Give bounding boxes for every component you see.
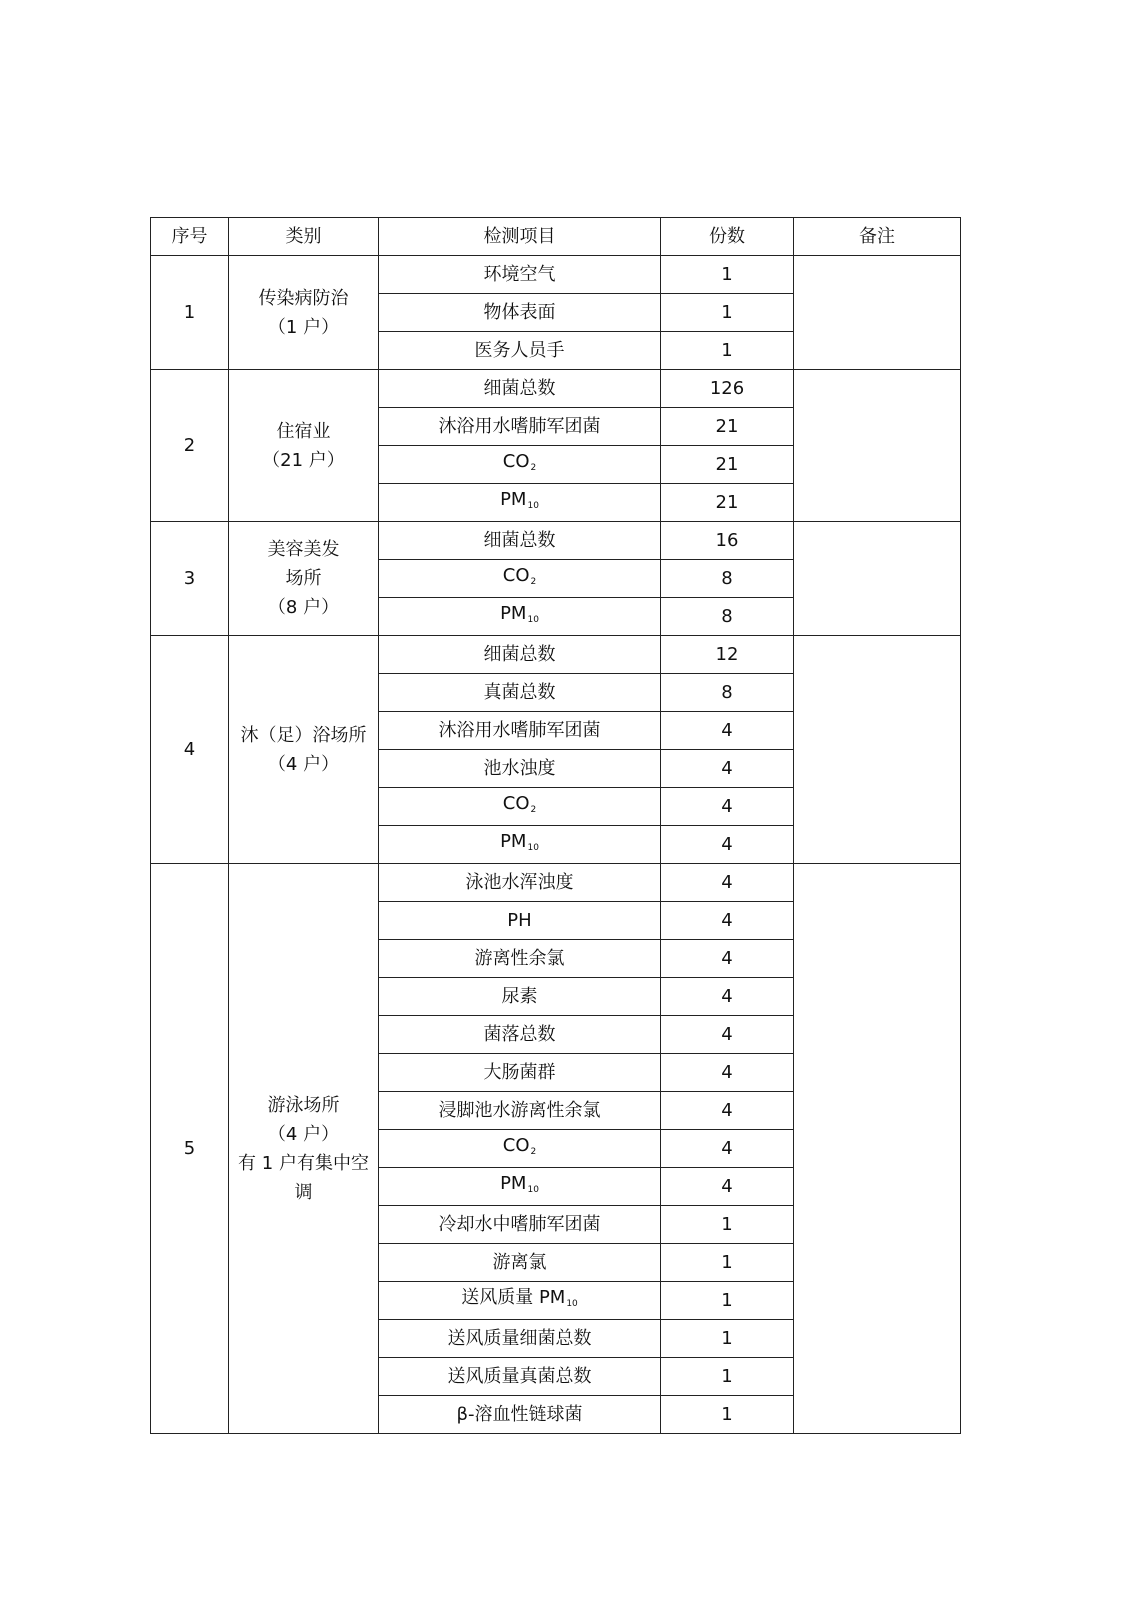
sample-count: 1 bbox=[661, 1396, 794, 1434]
category-line: （21 户） bbox=[262, 449, 345, 471]
test-item bbox=[379, 864, 661, 902]
sample-count: 1 bbox=[661, 1320, 794, 1358]
group-note bbox=[794, 522, 961, 636]
test-item bbox=[379, 1396, 661, 1434]
test-item-subscript: 2 bbox=[530, 462, 537, 473]
test-item-label: 物体表面 bbox=[483, 302, 556, 323]
sample-count: 1 bbox=[661, 1282, 794, 1320]
test-item bbox=[379, 712, 661, 750]
test-item-label: PM bbox=[500, 1172, 527, 1194]
test-item-label: CO bbox=[502, 792, 530, 814]
test-item-label: PM bbox=[500, 488, 527, 510]
table-body bbox=[151, 256, 961, 1434]
test-item bbox=[379, 1054, 661, 1092]
sample-count: 126 bbox=[661, 370, 794, 408]
test-item-label: 菌落总数 bbox=[483, 1024, 556, 1045]
test-item-label: 沐浴用水嗜肺军团菌 bbox=[438, 720, 601, 741]
sample-count: 21 bbox=[661, 446, 794, 484]
test-item bbox=[379, 750, 661, 788]
table-row bbox=[151, 256, 961, 294]
sample-count: 1 bbox=[661, 1206, 794, 1244]
category-line: 场所 bbox=[285, 568, 322, 589]
test-item bbox=[379, 1130, 661, 1168]
category-line: 美容美发 bbox=[267, 539, 340, 560]
group-note bbox=[794, 864, 961, 1434]
header-note: 备注 bbox=[794, 218, 961, 256]
test-item-label: 医务人员手 bbox=[474, 340, 565, 361]
test-item-label: CO bbox=[502, 1134, 530, 1156]
test-item-subscript: 10 bbox=[527, 842, 539, 853]
sample-count: 1 bbox=[661, 332, 794, 370]
sample-count: 1 bbox=[661, 1358, 794, 1396]
group-number: 1 bbox=[151, 256, 229, 370]
group-number: 4 bbox=[151, 636, 229, 864]
group-note bbox=[794, 370, 961, 522]
test-item-label: CO bbox=[502, 564, 530, 586]
table-row bbox=[151, 370, 961, 408]
test-item-label: 环境空气 bbox=[483, 264, 556, 285]
header-row bbox=[151, 218, 961, 256]
table-row bbox=[151, 864, 961, 902]
test-item-label: PH bbox=[507, 910, 532, 931]
category-line: （8 户） bbox=[267, 597, 340, 618]
test-item-label: 细菌总数 bbox=[483, 644, 556, 665]
header-no: 序号 bbox=[151, 218, 229, 256]
test-item-label: 池水浊度 bbox=[483, 758, 556, 779]
sample-count: 8 bbox=[661, 560, 794, 598]
test-item-label: 送风质量真菌总数 bbox=[447, 1366, 592, 1387]
test-item-subscript: 10 bbox=[527, 500, 539, 511]
test-item-subscript: 10 bbox=[527, 1184, 539, 1195]
test-item-subscript: 2 bbox=[530, 804, 537, 815]
sample-count: 4 bbox=[661, 1092, 794, 1130]
test-item-label: 浸脚池水游离性余氯 bbox=[438, 1100, 601, 1121]
test-item-label: 大肠菌群 bbox=[483, 1062, 556, 1083]
test-item bbox=[379, 370, 661, 408]
test-item bbox=[379, 1092, 661, 1130]
header-count: 份数 bbox=[661, 218, 794, 256]
sample-count: 1 bbox=[661, 1244, 794, 1282]
table-row bbox=[151, 522, 961, 560]
sample-count: 4 bbox=[661, 1054, 794, 1092]
test-item bbox=[379, 408, 661, 446]
sample-count: 4 bbox=[661, 788, 794, 826]
sample-count: 4 bbox=[661, 1168, 794, 1206]
test-item bbox=[379, 1168, 661, 1206]
sample-count: 8 bbox=[661, 598, 794, 636]
group-category bbox=[229, 636, 379, 864]
test-item-label: 游离性余氯 bbox=[474, 948, 565, 969]
test-item-label: PM bbox=[500, 830, 527, 852]
test-item-label: 送风质量 PM bbox=[461, 1286, 566, 1308]
test-item-label: 真菌总数 bbox=[483, 682, 556, 703]
group-category bbox=[229, 370, 379, 522]
test-item bbox=[379, 788, 661, 826]
test-item bbox=[379, 446, 661, 484]
test-item-label: 游离氯 bbox=[492, 1252, 547, 1273]
test-item bbox=[379, 1320, 661, 1358]
sample-count: 12 bbox=[661, 636, 794, 674]
group-note bbox=[794, 636, 961, 864]
category-line: 传染病防治 bbox=[258, 287, 349, 309]
category-line: 有 1 户有集中空 bbox=[238, 1152, 369, 1174]
test-item bbox=[379, 560, 661, 598]
sample-count: 21 bbox=[661, 408, 794, 446]
test-item-label: 送风质量细菌总数 bbox=[447, 1328, 592, 1349]
sample-count: 21 bbox=[661, 484, 794, 522]
test-item-subscript: 2 bbox=[530, 576, 537, 587]
sample-count: 1 bbox=[661, 256, 794, 294]
test-item bbox=[379, 598, 661, 636]
test-item bbox=[379, 940, 661, 978]
test-item bbox=[379, 332, 661, 370]
group-note bbox=[794, 256, 961, 370]
category-line: 调 bbox=[294, 1181, 313, 1203]
test-item-label: PM bbox=[500, 602, 527, 624]
category-line: （1 户） bbox=[267, 316, 340, 338]
test-item bbox=[379, 522, 661, 560]
sample-count: 4 bbox=[661, 902, 794, 940]
inspection-table bbox=[150, 217, 961, 1434]
test-item-subscript: 2 bbox=[530, 1146, 537, 1157]
test-item-label: 泳池水浑浊度 bbox=[465, 872, 574, 893]
sample-count: 8 bbox=[661, 674, 794, 712]
test-item bbox=[379, 484, 661, 522]
test-item bbox=[379, 1206, 661, 1244]
test-item bbox=[379, 674, 661, 712]
sample-count: 16 bbox=[661, 522, 794, 560]
sample-count: 4 bbox=[661, 940, 794, 978]
group-category bbox=[229, 864, 379, 1434]
test-item bbox=[379, 1016, 661, 1054]
test-item bbox=[379, 902, 661, 940]
sample-count: 1 bbox=[661, 294, 794, 332]
group-number: 5 bbox=[151, 864, 229, 1434]
test-item bbox=[379, 636, 661, 674]
test-item-subscript: 10 bbox=[527, 614, 539, 625]
category-line: （4 户） bbox=[267, 1123, 340, 1145]
test-item bbox=[379, 826, 661, 864]
test-item-label: 冷却水中嗜肺军团菌 bbox=[438, 1214, 601, 1235]
sample-count: 4 bbox=[661, 1016, 794, 1054]
test-item bbox=[379, 1244, 661, 1282]
group-category bbox=[229, 256, 379, 370]
table-row bbox=[151, 636, 961, 674]
category-line: （4 户） bbox=[267, 753, 340, 775]
test-item-label: 沐浴用水嗜肺军团菌 bbox=[438, 416, 601, 437]
test-item-label: 尿素 bbox=[501, 986, 538, 1007]
test-item bbox=[379, 1358, 661, 1396]
category-line: 游泳场所 bbox=[267, 1094, 340, 1116]
sample-count: 4 bbox=[661, 1130, 794, 1168]
header-category: 类别 bbox=[229, 218, 379, 256]
group-category bbox=[229, 522, 379, 636]
sample-count: 4 bbox=[661, 826, 794, 864]
test-item-label: CO bbox=[502, 450, 530, 472]
test-item-subscript: 10 bbox=[566, 1298, 578, 1309]
test-item bbox=[379, 294, 661, 332]
test-item-label: 细菌总数 bbox=[483, 378, 556, 399]
group-number: 2 bbox=[151, 370, 229, 522]
group-number: 3 bbox=[151, 522, 229, 636]
sample-count: 4 bbox=[661, 978, 794, 1016]
test-item bbox=[379, 1282, 661, 1320]
category-line: 沐（足）浴场所 bbox=[240, 724, 367, 746]
sample-count: 4 bbox=[661, 750, 794, 788]
sample-count: 4 bbox=[661, 864, 794, 902]
test-item-label: β-溶血性链球菌 bbox=[456, 1404, 583, 1425]
test-item bbox=[379, 978, 661, 1016]
category-line: 住宿业 bbox=[276, 420, 331, 442]
sample-count: 4 bbox=[661, 712, 794, 750]
test-item bbox=[379, 256, 661, 294]
header-item: 检测项目 bbox=[379, 218, 661, 256]
test-item-label: 细菌总数 bbox=[483, 530, 556, 551]
